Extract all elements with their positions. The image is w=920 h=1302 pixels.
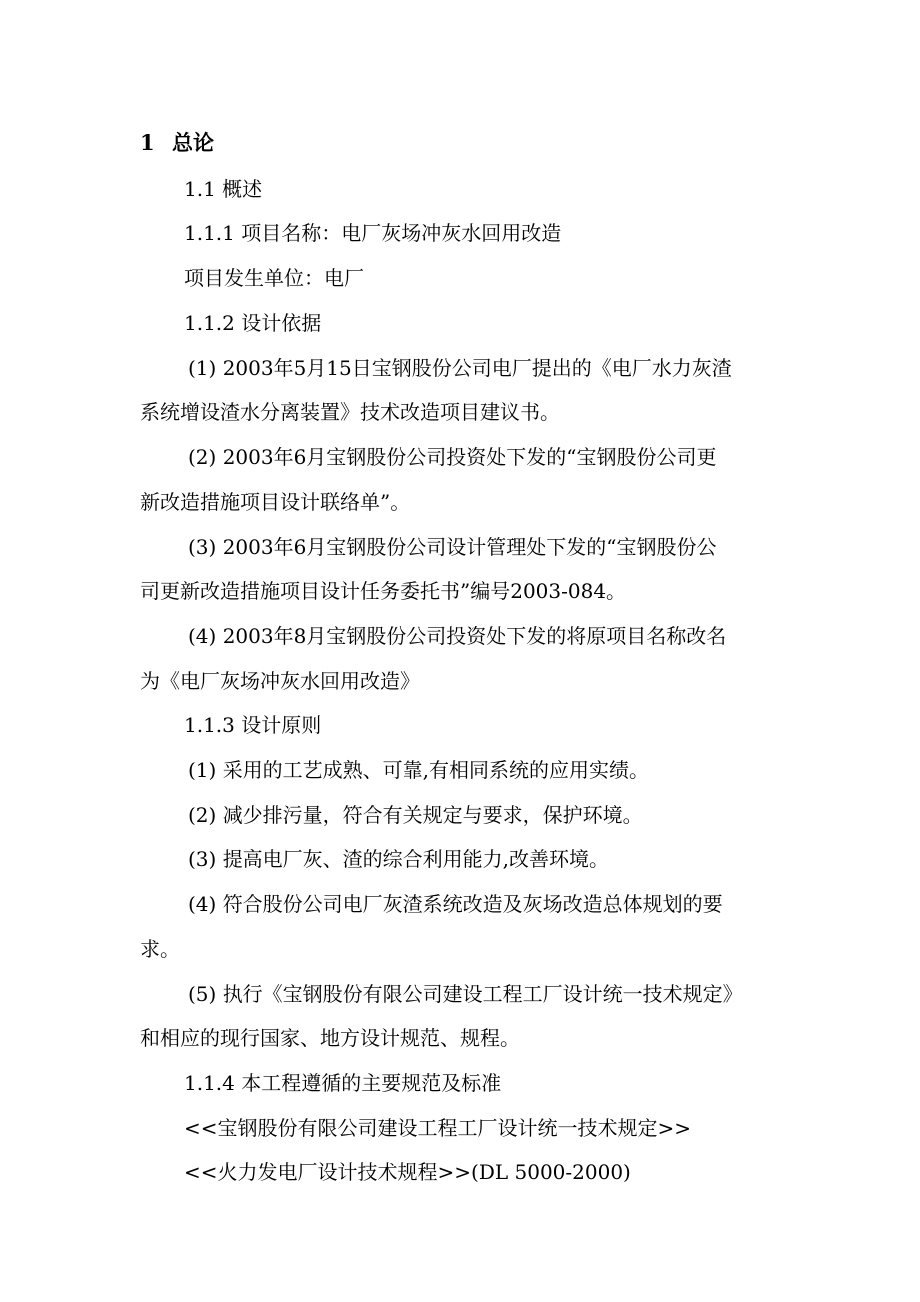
principle-item-4-line-2: 求。 [140, 937, 180, 961]
principle-item-3: (3) 提高电厂灰、渣的综合利用能力,改善环境。 [188, 847, 610, 871]
standard-item-1: <<宝钢股份有限公司建设工程工厂设计统一技术规定>> [184, 1116, 692, 1140]
section-heading-1-1: 1.1 概述 [184, 177, 263, 201]
principle-item-5-line-2: 和相应的现行国家、地方设计规范、规程。 [140, 1026, 520, 1050]
basis-item-1-line-2: 系统增设渣水分离装置》技术改造项目建议书。 [140, 400, 560, 424]
standard-item-2: <<火力发电厂设计技术规程>>(DL 5000-2000) [184, 1160, 631, 1184]
basis-item-3-line-1: (3) 2003年6月宝钢股份公司设计管理处下发的“宝钢股份公 [188, 535, 717, 559]
basis-item-2-line-1: (2) 2003年6月宝钢股份公司投资处下发的“宝钢股份公司更 [188, 445, 717, 469]
project-unit-line: 项目发生单位：电厂 [184, 266, 364, 290]
project-name-line: 1.1.1 项目名称：电厂灰场冲灰水回用改造 [184, 221, 562, 245]
chapter-heading [140, 129, 214, 157]
section-heading-1-1-4: 1.1.4 本工程遵循的主要规范及标准 [184, 1071, 502, 1095]
section-heading-1-1-3: 1.1.3 设计原则 [184, 713, 322, 737]
basis-item-3-line-2: 司更新改造措施项目设计任务委托书”编号2003-084。 [140, 579, 627, 603]
section-heading-1-1-2: 1.1.2 设计依据 [184, 311, 322, 335]
principle-item-1: (1) 采用的工艺成熟、可靠,有相同系统的应用实绩。 [188, 758, 650, 782]
basis-item-4-line-1: (4) 2003年8月宝钢股份公司投资处下发的将原项目名称改名 [188, 624, 727, 648]
basis-item-1-line-1: (1) 2003年5月15日宝钢股份公司电厂提出的《电厂水力灰渣 [188, 356, 732, 380]
chapter-number: 1 [140, 130, 155, 155]
basis-item-4-line-2: 为《电厂灰场冲灰水回用改造》 [140, 669, 420, 693]
basis-item-2-line-2: 新改造措施项目设计联络单”。 [140, 490, 411, 514]
chapter-title: 总论 [172, 130, 214, 155]
principle-item-5-line-1: (5) 执行《宝钢股份有限公司建设工程工厂设计统一技术规定》 [188, 982, 743, 1006]
principle-item-4-line-1: (4) 符合股份公司电厂灰渣系统改造及灰场改造总体规划的要 [188, 892, 723, 916]
principle-item-2: (2) 减少排污量，符合有关规定与要求，保护环境。 [188, 803, 643, 827]
